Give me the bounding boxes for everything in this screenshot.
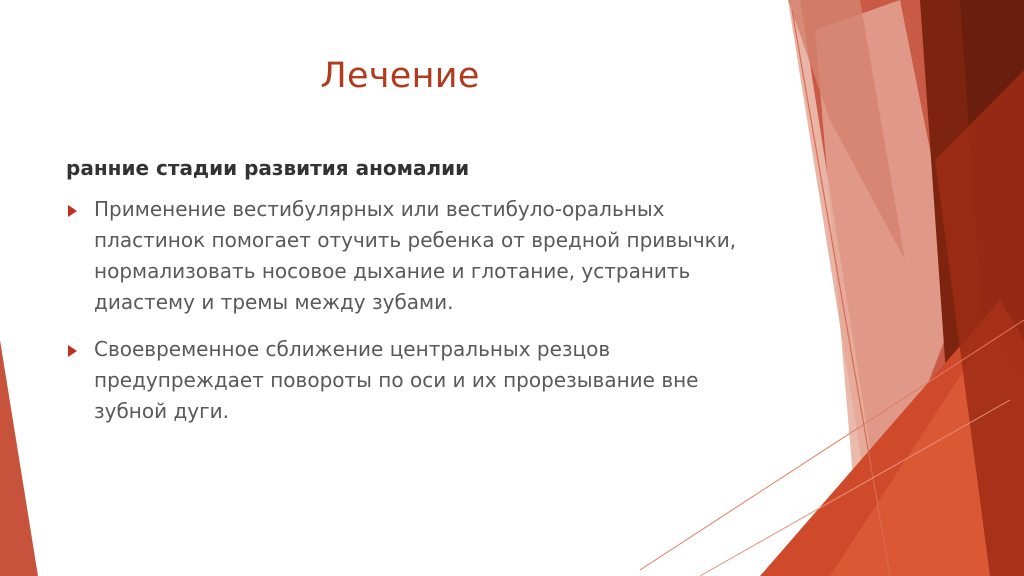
slide-subtitle: ранние стадии развития аномалии [66,156,470,180]
left-edge-shape [0,340,38,576]
bullet-list [66,194,756,443]
triangle-bullet-icon [68,345,77,357]
slide-title: Лечение [320,56,480,96]
triangle-bullet-icon [68,205,77,217]
bullet-item [66,194,756,318]
bullet-text: Своевременное сближение центральных резцов предупреждает повороты по оси и их прорезывание вне зубной дуги. [94,337,699,423]
bullet-item [66,334,756,427]
bullet-text: Применение вестибулярных или вестибуло-оральных пластинок помогает отучить ребенка от вредной привычки, нормализовать носовое дыхание и глотание, устранить диастему и тремы между зубами. [94,197,737,314]
